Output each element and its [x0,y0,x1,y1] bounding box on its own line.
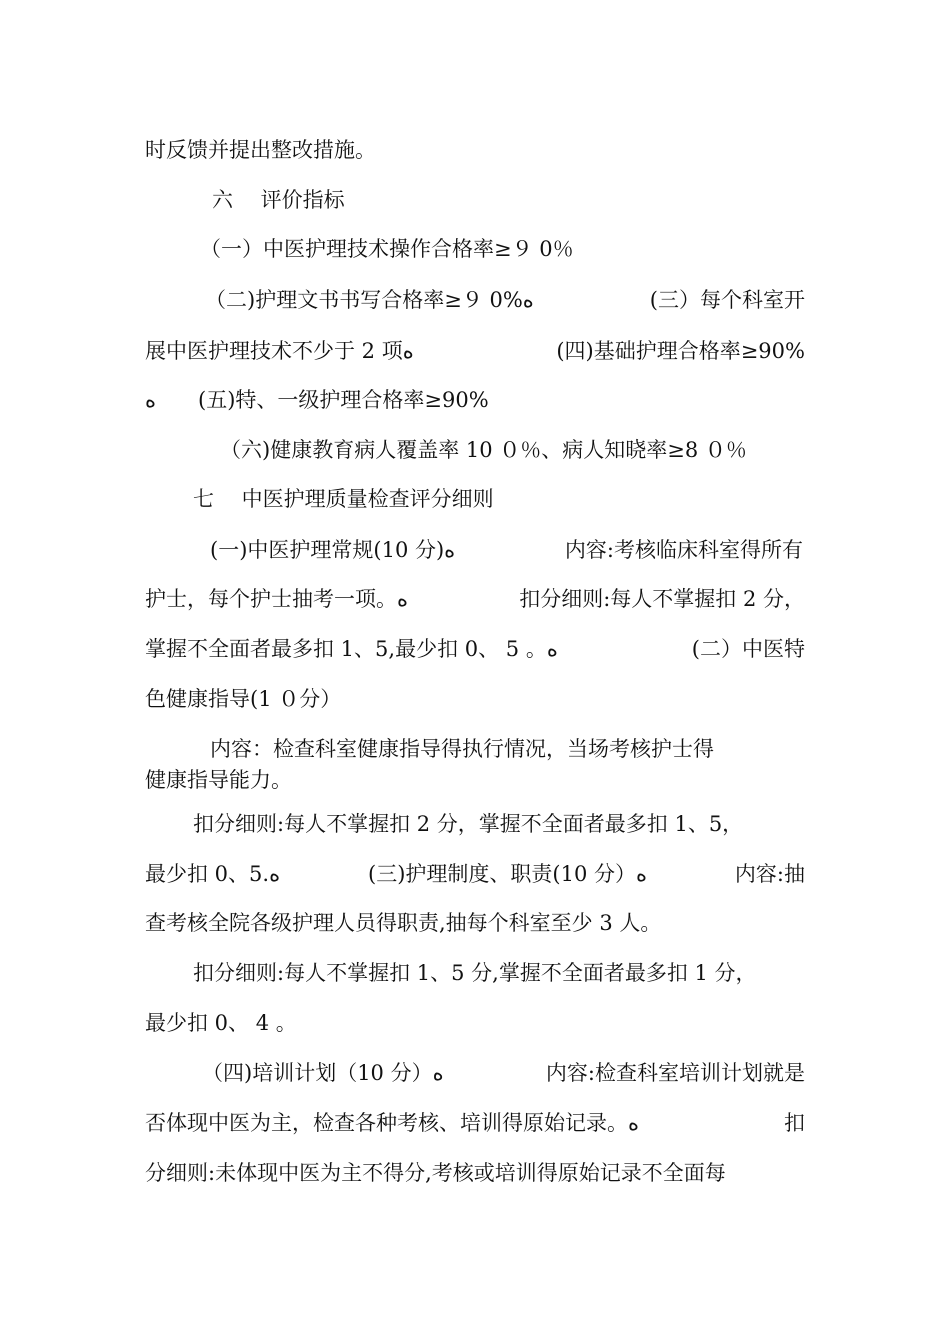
line-segment: （四)培训计划（10 分）ﻩ [202,1061,444,1085]
paragraph-line: 扣分细则:每人不掌握扣 2 分，掌握不全面者最多扣 1、5， [193,812,744,836]
paragraph-line: 最少扣 0、 4 。 [145,1011,297,1035]
paragraph-line [145,1109,805,1137]
paragraph-line: 健康指导能力。 [145,768,292,792]
paragraph-line: 分细则:未体现中医为主不得分,考核或培训得原始记录不全面每 [145,1161,726,1185]
paragraph-line: 查考核全院各级护理人员得职责,抽每个科室至少 3 人。 [145,911,662,935]
paragraph-line [205,286,805,314]
line-segment: (四)基础护理合格率≥90% [556,339,805,363]
line-segment: 扣 [784,1111,805,1135]
line-segment: (一)中医护理常规(10 分)ﻩ [210,538,456,562]
paragraph-line: ﻩ (五)特、一级护理合格率≥90% [145,388,489,412]
line-segment: (三）每个科室开 [649,288,805,312]
section-heading-7: 七 中医护理质量检查评分细则 [193,487,494,511]
paragraph-line: （六)健康教育病人覆盖率 10 ０％、病人知晓率≥8 ０％ [220,438,747,462]
paragraph-line: （一）中医护理技术操作合格率≥９ 0％ [200,237,574,261]
paragraph-line: 内容：检查科室健康指导得执行情况，当场考核护士得 [210,737,714,761]
line-segment: 护士，每个护士抽考一项。ﻩ [145,587,409,611]
paragraph-line [145,337,805,365]
line-segment: (二）中医特 [691,637,805,661]
paragraph-line [202,1059,805,1087]
line-segment: 展中医护理技术不少于 2 项ﻩ [145,339,414,363]
line-segment: 内容:检查科室培训计划就是 [545,1061,805,1085]
paragraph-line [145,635,805,663]
line-segment: (三)护理制度、职责(10 分）ﻩ [368,862,647,886]
line-segment: 内容:考核临床科室得所有 [564,538,803,562]
paragraph-line [210,536,803,564]
line-segment: 扣分细则:每人不掌握扣 2 分， [519,587,805,611]
line-segment: 掌握不全面者最多扣 1、5,最少扣 0、 5 。ﻩ [145,637,558,661]
paragraph-line [145,860,805,888]
paragraph-line: 色健康指导(1 ０分） [145,687,342,711]
line-segment: （二)护理文书书写合格率≥９ 0%ﻩ [205,288,534,312]
paragraph-line [145,585,805,613]
line-segment: 否体现中医为主，检查各种考核、培训得原始记录。ﻩ [145,1111,640,1135]
section-heading-6: 六 评价指标 [212,188,345,212]
paragraph-line: 时反馈并提出整改措施。 [145,138,376,162]
line-segment: 最少扣 0、5.ﻩ [145,862,281,886]
paragraph-line: 扣分细则:每人不掌握扣 1、5 分,掌握不全面者最多扣 1 分， [193,961,757,985]
line-segment: 内容:抽 [734,862,805,886]
